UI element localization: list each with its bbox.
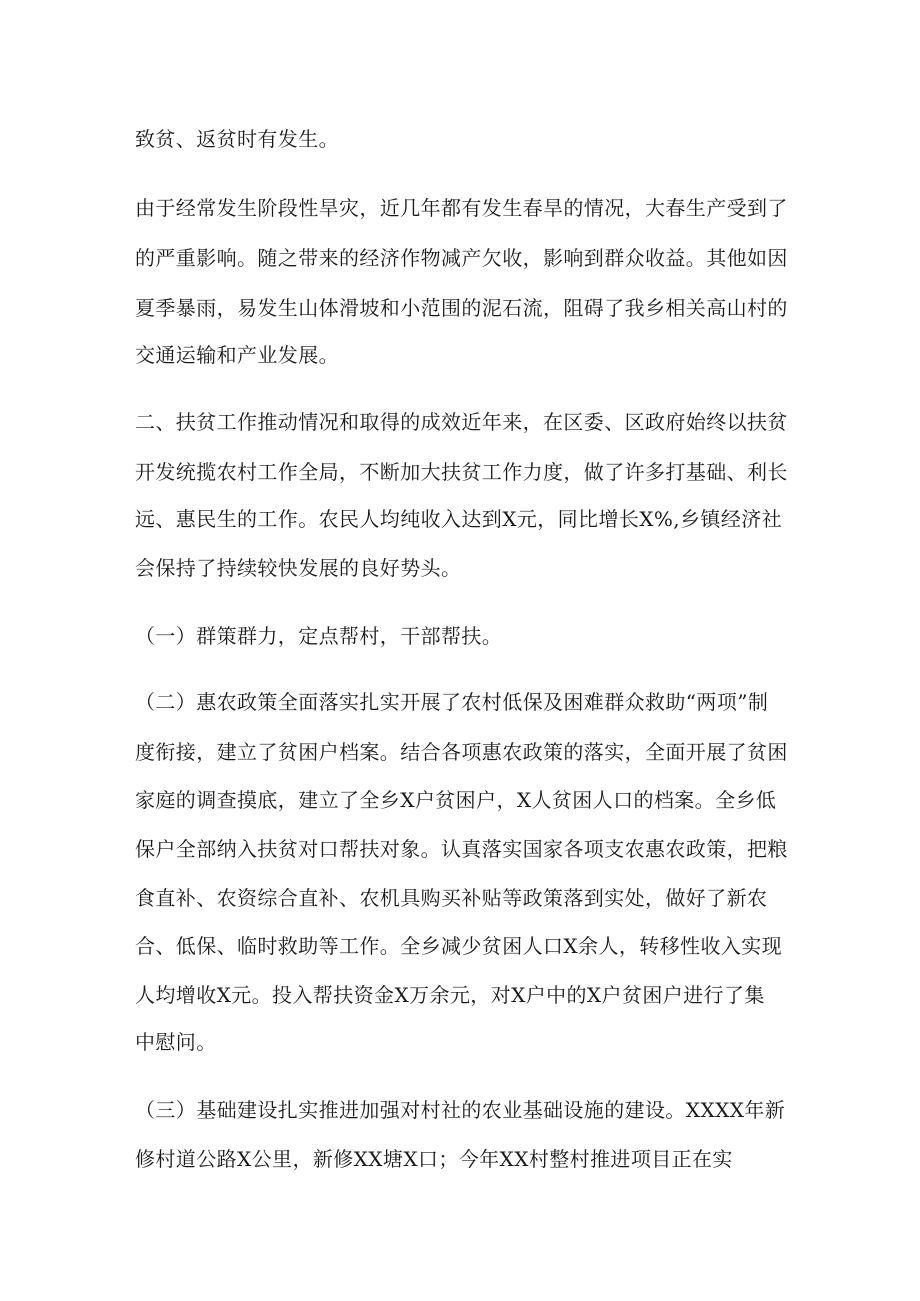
- text-line: 保户全部纳入扶贫对口帮扶对象。认真落实国家各项支农惠农政策，把粮: [135, 837, 788, 861]
- text-line: 致贫、返贫时有发生。: [135, 127, 339, 151]
- text-line: 远、惠民生的工作。农民人均纯收入达到X元，同比增长X%,乡镇经济社: [135, 507, 783, 531]
- text-line: 二、扶贫工作推动情况和取得的成效近年来，在区委、区政府始终以扶贫: [135, 410, 788, 434]
- text-line: 交通运输和产业发展。: [135, 343, 339, 367]
- text-line: （二）惠农政策全面落实扎实开展了农村低保及困难群众救助“两项”制: [135, 690, 769, 714]
- text-line: 食直补、农资综合直补、农机具购买补贴等政策落到实处，做好了新农: [135, 886, 768, 910]
- text-line: （一）群策群力，定点帮村，干部帮扶。: [135, 624, 503, 648]
- text-line: 的严重影响。随之带来的经济作物减产欠收，影响到群众收益。其他如因: [135, 246, 788, 270]
- text-line: 度衔接，建立了贫困户档案。结合各项惠农政策的落实，全面开展了贫困: [135, 740, 788, 764]
- text-line: （三）基础建设扎实推进加强对村社的农业基础设施的建设。XXXX年新: [135, 1098, 786, 1122]
- text-line: 人均增收X元。投入帮扶资金X万余元，对X户中的X户贫困户进行了集: [135, 983, 765, 1007]
- text-line: 会保持了持续较快发展的良好势头。: [135, 556, 462, 580]
- text-line: 修村道公路X公里，新修XX塘X口；今年XX村整村推进项目正在实: [135, 1147, 733, 1171]
- text-line: 开发统揽农村工作全局，不断加大扶贫工作力度，做了许多打基础、利长: [135, 460, 788, 484]
- text-line: 家庭的调查摸底，建立了全乡X户贫困户，X人贫困人口的档案。全乡低: [135, 788, 777, 812]
- text-line: 中慰问。: [135, 1030, 217, 1054]
- text-line: 合、低保、临时救助等工作。全乡减少贫困人口X余人，转移性收入实现: [135, 934, 783, 958]
- text-line: 夏季暴雨，易发生山体滑坡和小范围的泥石流，阻碍了我乡相关高山村的: [135, 296, 788, 320]
- text-line: 由于经常发生阶段性旱灾，近几年都有发生春旱的情况，大春生产受到了: [135, 196, 788, 220]
